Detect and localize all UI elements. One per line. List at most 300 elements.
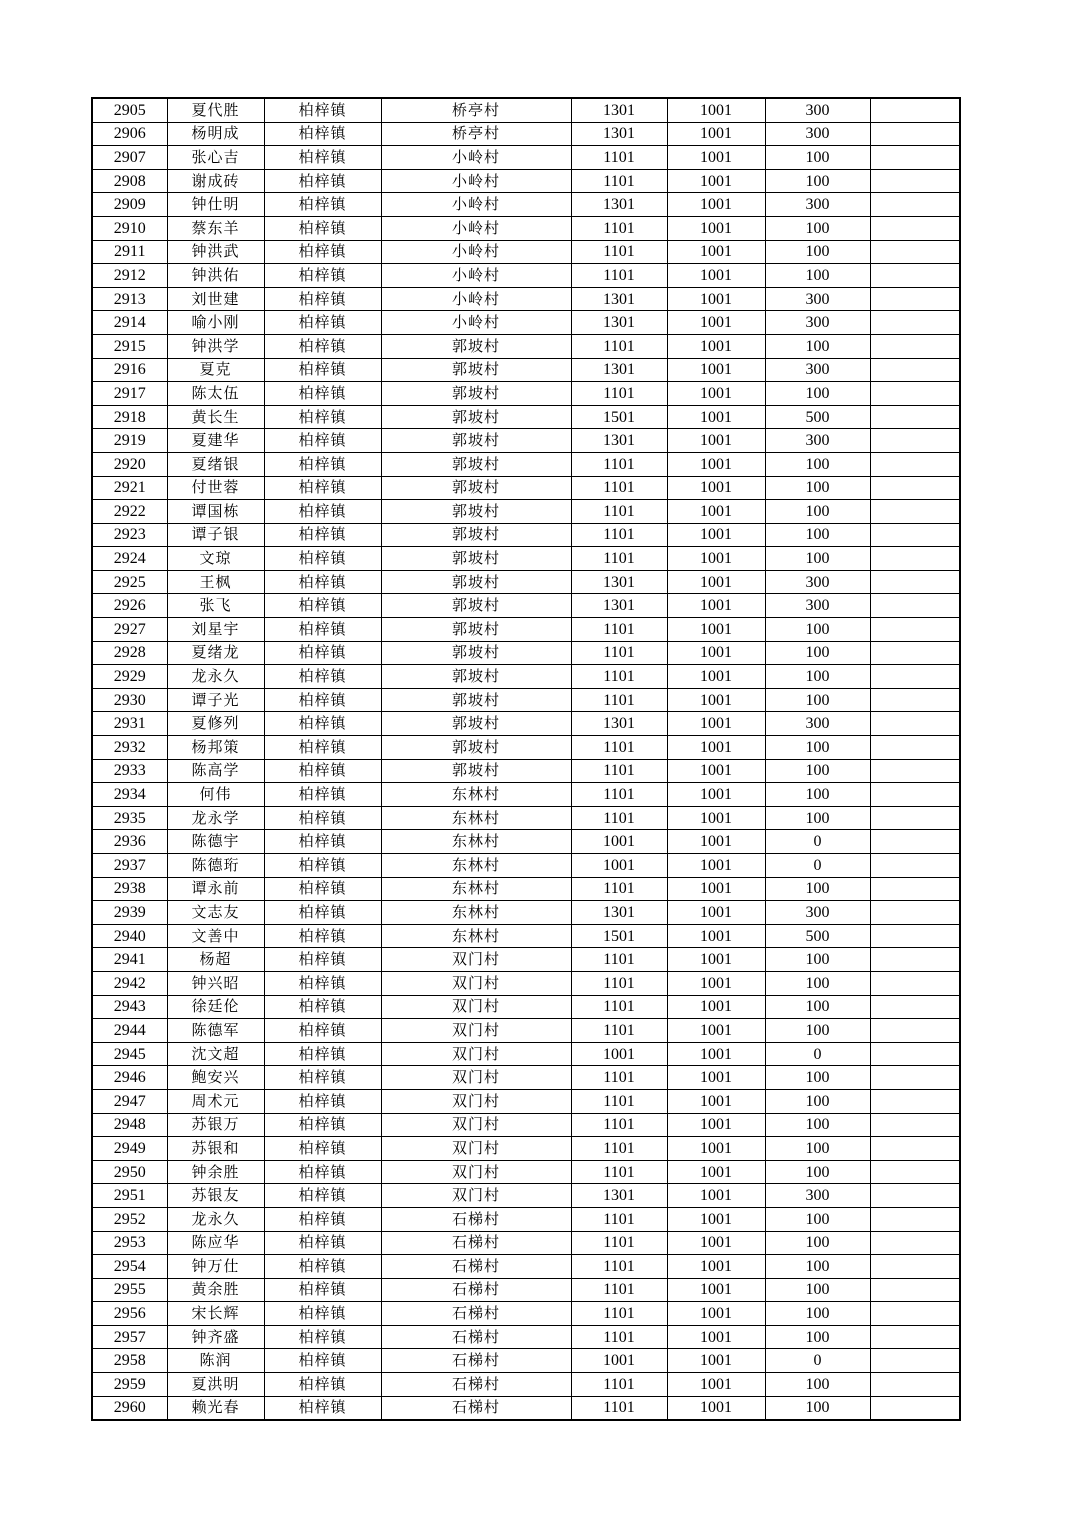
village-cell: 双门村	[381, 1137, 571, 1161]
note-cell	[870, 1019, 960, 1043]
code-b-cell: 1001	[667, 1325, 765, 1349]
amount-cell: 300	[765, 122, 870, 146]
note-cell	[870, 547, 960, 571]
village-cell: 郭坡村	[381, 759, 571, 783]
town-cell: 柏梓镇	[264, 452, 381, 476]
code-a-cell: 1101	[571, 452, 667, 476]
serial-number-cell: 2951	[92, 1184, 167, 1208]
amount-cell: 100	[765, 476, 870, 500]
name-cell: 钟洪学	[167, 334, 264, 358]
serial-number-cell: 2914	[92, 311, 167, 335]
code-b-cell: 1001	[667, 216, 765, 240]
amount-cell: 100	[765, 665, 870, 689]
village-cell: 桥亭村	[381, 98, 571, 122]
name-cell: 谢成砖	[167, 169, 264, 193]
note-cell	[870, 1089, 960, 1113]
town-cell: 柏梓镇	[264, 264, 381, 288]
code-b-cell: 1001	[667, 1184, 765, 1208]
name-cell: 杨邦策	[167, 736, 264, 760]
code-a-cell: 1301	[571, 287, 667, 311]
code-b-cell: 1001	[667, 641, 765, 665]
note-cell	[870, 264, 960, 288]
amount-cell: 100	[765, 618, 870, 642]
amount-cell: 100	[765, 736, 870, 760]
serial-number-cell: 2930	[92, 688, 167, 712]
code-b-cell: 1001	[667, 1137, 765, 1161]
code-a-cell: 1301	[571, 98, 667, 122]
town-cell: 柏梓镇	[264, 98, 381, 122]
serial-number-cell: 2935	[92, 806, 167, 830]
name-cell: 张心吉	[167, 146, 264, 170]
code-a-cell: 1101	[571, 523, 667, 547]
code-b-cell: 1001	[667, 476, 765, 500]
village-cell: 郭坡村	[381, 618, 571, 642]
amount-cell: 0	[765, 1349, 870, 1373]
serial-number-cell: 2922	[92, 500, 167, 524]
code-a-cell: 1501	[571, 924, 667, 948]
name-cell: 谭子光	[167, 688, 264, 712]
village-cell: 郭坡村	[381, 712, 571, 736]
town-cell: 柏梓镇	[264, 1137, 381, 1161]
code-a-cell: 1101	[571, 547, 667, 571]
serial-number-cell: 2918	[92, 405, 167, 429]
note-cell	[870, 759, 960, 783]
table-row	[92, 429, 960, 453]
table-row	[92, 1137, 960, 1161]
village-cell: 双门村	[381, 971, 571, 995]
town-cell: 柏梓镇	[264, 971, 381, 995]
serial-number-cell: 2938	[92, 877, 167, 901]
name-cell: 夏绪龙	[167, 641, 264, 665]
village-cell: 桥亭村	[381, 122, 571, 146]
name-cell: 龙永久	[167, 665, 264, 689]
amount-cell: 100	[765, 523, 870, 547]
table-row	[92, 618, 960, 642]
serial-number-cell: 2945	[92, 1042, 167, 1066]
note-cell	[870, 736, 960, 760]
note-cell	[870, 169, 960, 193]
town-cell: 柏梓镇	[264, 122, 381, 146]
town-cell: 柏梓镇	[264, 665, 381, 689]
code-b-cell: 1001	[667, 736, 765, 760]
table-row	[92, 854, 960, 878]
serial-number-cell: 2960	[92, 1396, 167, 1420]
village-cell: 郭坡村	[381, 665, 571, 689]
amount-cell: 100	[765, 452, 870, 476]
note-cell	[870, 1160, 960, 1184]
amount-cell: 300	[765, 570, 870, 594]
town-cell: 柏梓镇	[264, 854, 381, 878]
note-cell	[870, 641, 960, 665]
code-b-cell: 1001	[667, 901, 765, 925]
code-a-cell: 1101	[571, 688, 667, 712]
code-b-cell: 1001	[667, 971, 765, 995]
name-cell: 鲍安兴	[167, 1066, 264, 1090]
table-row	[92, 1089, 960, 1113]
town-cell: 柏梓镇	[264, 429, 381, 453]
town-cell: 柏梓镇	[264, 924, 381, 948]
code-a-cell: 1101	[571, 618, 667, 642]
code-a-cell: 1101	[571, 1113, 667, 1137]
name-cell: 黄长生	[167, 405, 264, 429]
name-cell: 张飞	[167, 594, 264, 618]
village-cell: 小岭村	[381, 216, 571, 240]
code-b-cell: 1001	[667, 877, 765, 901]
name-cell: 付世蓉	[167, 476, 264, 500]
table-row	[92, 169, 960, 193]
village-cell: 东林村	[381, 783, 571, 807]
town-cell: 柏梓镇	[264, 169, 381, 193]
code-b-cell: 1001	[667, 358, 765, 382]
village-cell: 双门村	[381, 995, 571, 1019]
code-a-cell: 1001	[571, 830, 667, 854]
code-b-cell: 1001	[667, 806, 765, 830]
amount-cell: 100	[765, 1396, 870, 1420]
code-b-cell: 1001	[667, 995, 765, 1019]
code-a-cell: 1001	[571, 854, 667, 878]
name-cell: 龙永久	[167, 1207, 264, 1231]
village-cell: 郭坡村	[381, 523, 571, 547]
serial-number-cell: 2921	[92, 476, 167, 500]
town-cell: 柏梓镇	[264, 1184, 381, 1208]
code-b-cell: 1001	[667, 1373, 765, 1397]
village-cell: 东林村	[381, 830, 571, 854]
table-row	[92, 570, 960, 594]
note-cell	[870, 1325, 960, 1349]
table-row	[92, 641, 960, 665]
town-cell: 柏梓镇	[264, 216, 381, 240]
serial-number-cell: 2926	[92, 594, 167, 618]
code-a-cell: 1101	[571, 665, 667, 689]
code-a-cell: 1101	[571, 995, 667, 1019]
village-cell: 石梯村	[381, 1325, 571, 1349]
note-cell	[870, 476, 960, 500]
code-b-cell: 1001	[667, 311, 765, 335]
table-row	[92, 1042, 960, 1066]
amount-cell: 100	[765, 1113, 870, 1137]
village-cell: 双门村	[381, 1160, 571, 1184]
amount-cell: 300	[765, 98, 870, 122]
code-b-cell: 1001	[667, 405, 765, 429]
note-cell	[870, 216, 960, 240]
amount-cell: 100	[765, 1255, 870, 1279]
code-b-cell: 1001	[667, 665, 765, 689]
code-a-cell: 1101	[571, 146, 667, 170]
serial-number-cell: 2948	[92, 1113, 167, 1137]
amount-cell: 100	[765, 382, 870, 406]
code-b-cell: 1001	[667, 1066, 765, 1090]
note-cell	[870, 382, 960, 406]
amount-cell: 100	[765, 877, 870, 901]
table-body	[92, 98, 960, 1420]
name-cell: 刘星宇	[167, 618, 264, 642]
village-cell: 石梯村	[381, 1207, 571, 1231]
town-cell: 柏梓镇	[264, 500, 381, 524]
table-row	[92, 476, 960, 500]
town-cell: 柏梓镇	[264, 240, 381, 264]
serial-number-cell: 2923	[92, 523, 167, 547]
name-cell: 刘世建	[167, 287, 264, 311]
code-b-cell: 1001	[667, 1113, 765, 1137]
amount-cell: 300	[765, 193, 870, 217]
serial-number-cell: 2916	[92, 358, 167, 382]
name-cell: 钟仕明	[167, 193, 264, 217]
name-cell: 苏银和	[167, 1137, 264, 1161]
code-a-cell: 1501	[571, 405, 667, 429]
town-cell: 柏梓镇	[264, 995, 381, 1019]
code-b-cell: 1001	[667, 1349, 765, 1373]
code-a-cell: 1101	[571, 334, 667, 358]
name-cell: 谭子银	[167, 523, 264, 547]
serial-number-cell: 2915	[92, 334, 167, 358]
code-b-cell: 1001	[667, 594, 765, 618]
town-cell: 柏梓镇	[264, 547, 381, 571]
table-row	[92, 122, 960, 146]
amount-cell: 300	[765, 287, 870, 311]
table-row	[92, 1302, 960, 1326]
village-cell: 郭坡村	[381, 547, 571, 571]
name-cell: 钟余胜	[167, 1160, 264, 1184]
code-b-cell: 1001	[667, 759, 765, 783]
table-row	[92, 759, 960, 783]
serial-number-cell: 2912	[92, 264, 167, 288]
amount-cell: 100	[765, 1019, 870, 1043]
code-b-cell: 1001	[667, 688, 765, 712]
code-a-cell: 1301	[571, 193, 667, 217]
note-cell	[870, 1373, 960, 1397]
amount-cell: 100	[765, 264, 870, 288]
note-cell	[870, 429, 960, 453]
code-b-cell: 1001	[667, 830, 765, 854]
table-row	[92, 1066, 960, 1090]
village-cell: 小岭村	[381, 240, 571, 264]
code-a-cell: 1101	[571, 1160, 667, 1184]
table-row	[92, 382, 960, 406]
amount-cell: 100	[765, 1373, 870, 1397]
town-cell: 柏梓镇	[264, 193, 381, 217]
table-row	[92, 146, 960, 170]
code-b-cell: 1001	[667, 1255, 765, 1279]
town-cell: 柏梓镇	[264, 476, 381, 500]
name-cell: 杨超	[167, 948, 264, 972]
name-cell: 陈德宇	[167, 830, 264, 854]
village-cell: 小岭村	[381, 311, 571, 335]
table-row	[92, 1325, 960, 1349]
code-a-cell: 1101	[571, 500, 667, 524]
amount-cell: 100	[765, 547, 870, 571]
serial-number-cell: 2924	[92, 547, 167, 571]
serial-number-cell: 2929	[92, 665, 167, 689]
serial-number-cell: 2955	[92, 1278, 167, 1302]
amount-cell: 300	[765, 712, 870, 736]
table-row	[92, 665, 960, 689]
town-cell: 柏梓镇	[264, 1231, 381, 1255]
data-table	[91, 97, 961, 1421]
name-cell: 夏洪明	[167, 1373, 264, 1397]
code-b-cell: 1001	[667, 1089, 765, 1113]
town-cell: 柏梓镇	[264, 1089, 381, 1113]
code-a-cell: 1101	[571, 1255, 667, 1279]
code-a-cell: 1101	[571, 169, 667, 193]
amount-cell: 100	[765, 334, 870, 358]
village-cell: 郭坡村	[381, 358, 571, 382]
code-b-cell: 1001	[667, 783, 765, 807]
table-row	[92, 405, 960, 429]
note-cell	[870, 1278, 960, 1302]
village-cell: 东林村	[381, 924, 571, 948]
code-a-cell: 1301	[571, 311, 667, 335]
note-cell	[870, 122, 960, 146]
name-cell: 文志友	[167, 901, 264, 925]
note-cell	[870, 924, 960, 948]
town-cell: 柏梓镇	[264, 1302, 381, 1326]
note-cell	[870, 901, 960, 925]
village-cell: 郭坡村	[381, 641, 571, 665]
village-cell: 石梯村	[381, 1231, 571, 1255]
note-cell	[870, 594, 960, 618]
note-cell	[870, 405, 960, 429]
note-cell	[870, 1255, 960, 1279]
name-cell: 陈德珩	[167, 854, 264, 878]
serial-number-cell: 2927	[92, 618, 167, 642]
code-b-cell: 1001	[667, 193, 765, 217]
village-cell: 郭坡村	[381, 594, 571, 618]
code-a-cell: 1101	[571, 216, 667, 240]
note-cell	[870, 98, 960, 122]
code-a-cell: 1101	[571, 641, 667, 665]
town-cell: 柏梓镇	[264, 405, 381, 429]
code-a-cell: 1101	[571, 1137, 667, 1161]
amount-cell: 300	[765, 429, 870, 453]
village-cell: 郭坡村	[381, 736, 571, 760]
code-a-cell: 1101	[571, 1207, 667, 1231]
village-cell: 郭坡村	[381, 500, 571, 524]
code-a-cell: 1301	[571, 122, 667, 146]
town-cell: 柏梓镇	[264, 830, 381, 854]
code-b-cell: 1001	[667, 334, 765, 358]
town-cell: 柏梓镇	[264, 1019, 381, 1043]
town-cell: 柏梓镇	[264, 1042, 381, 1066]
serial-number-cell: 2953	[92, 1231, 167, 1255]
town-cell: 柏梓镇	[264, 1373, 381, 1397]
code-a-cell: 1101	[571, 240, 667, 264]
serial-number-cell: 2936	[92, 830, 167, 854]
table-row	[92, 1019, 960, 1043]
note-cell	[870, 995, 960, 1019]
serial-number-cell: 2939	[92, 901, 167, 925]
code-a-cell: 1101	[571, 806, 667, 830]
table-row	[92, 971, 960, 995]
town-cell: 柏梓镇	[264, 948, 381, 972]
table-row	[92, 287, 960, 311]
name-cell: 夏建华	[167, 429, 264, 453]
note-cell	[870, 311, 960, 335]
serial-number-cell: 2947	[92, 1089, 167, 1113]
village-cell: 双门村	[381, 948, 571, 972]
code-a-cell: 1101	[571, 476, 667, 500]
code-b-cell: 1001	[667, 146, 765, 170]
code-a-cell: 1001	[571, 1042, 667, 1066]
table-row	[92, 547, 960, 571]
name-cell: 王枫	[167, 570, 264, 594]
village-cell: 郭坡村	[381, 405, 571, 429]
code-a-cell: 1101	[571, 759, 667, 783]
serial-number-cell: 2949	[92, 1137, 167, 1161]
table-row	[92, 334, 960, 358]
serial-number-cell: 2928	[92, 641, 167, 665]
town-cell: 柏梓镇	[264, 1207, 381, 1231]
name-cell: 夏克	[167, 358, 264, 382]
town-cell: 柏梓镇	[264, 736, 381, 760]
note-cell	[870, 971, 960, 995]
name-cell: 陈德军	[167, 1019, 264, 1043]
name-cell: 龙永学	[167, 806, 264, 830]
amount-cell: 0	[765, 1042, 870, 1066]
note-cell	[870, 193, 960, 217]
town-cell: 柏梓镇	[264, 1396, 381, 1420]
code-b-cell: 1001	[667, 382, 765, 406]
town-cell: 柏梓镇	[264, 287, 381, 311]
code-b-cell: 1001	[667, 948, 765, 972]
village-cell: 双门村	[381, 1113, 571, 1137]
village-cell: 双门村	[381, 1184, 571, 1208]
table-row	[92, 216, 960, 240]
code-b-cell: 1001	[667, 122, 765, 146]
code-b-cell: 1001	[667, 1160, 765, 1184]
amount-cell: 100	[765, 759, 870, 783]
note-cell	[870, 1231, 960, 1255]
table-row	[92, 1396, 960, 1420]
village-cell: 郭坡村	[381, 452, 571, 476]
code-b-cell: 1001	[667, 264, 765, 288]
amount-cell: 0	[765, 854, 870, 878]
note-cell	[870, 1396, 960, 1420]
name-cell: 钟洪武	[167, 240, 264, 264]
village-cell: 石梯村	[381, 1278, 571, 1302]
note-cell	[870, 1207, 960, 1231]
village-cell: 双门村	[381, 1066, 571, 1090]
amount-cell: 300	[765, 1184, 870, 1208]
code-a-cell: 1101	[571, 1325, 667, 1349]
serial-number-cell: 2952	[92, 1207, 167, 1231]
code-a-cell: 1301	[571, 594, 667, 618]
village-cell: 石梯村	[381, 1255, 571, 1279]
code-a-cell: 1301	[571, 712, 667, 736]
code-b-cell: 1001	[667, 1278, 765, 1302]
village-cell: 郭坡村	[381, 570, 571, 594]
serial-number-cell: 2944	[92, 1019, 167, 1043]
amount-cell: 300	[765, 358, 870, 382]
table-row	[92, 924, 960, 948]
town-cell: 柏梓镇	[264, 1160, 381, 1184]
amount-cell: 100	[765, 1231, 870, 1255]
code-b-cell: 1001	[667, 240, 765, 264]
village-cell: 小岭村	[381, 287, 571, 311]
note-cell	[870, 618, 960, 642]
table-row	[92, 877, 960, 901]
town-cell: 柏梓镇	[264, 570, 381, 594]
table-row	[92, 688, 960, 712]
name-cell: 陈应华	[167, 1231, 264, 1255]
name-cell: 谭国栋	[167, 500, 264, 524]
note-cell	[870, 1302, 960, 1326]
table-row	[92, 1373, 960, 1397]
name-cell: 苏银友	[167, 1184, 264, 1208]
note-cell	[870, 452, 960, 476]
code-a-cell: 1101	[571, 1278, 667, 1302]
name-cell: 宋长辉	[167, 1302, 264, 1326]
code-a-cell: 1101	[571, 1019, 667, 1043]
